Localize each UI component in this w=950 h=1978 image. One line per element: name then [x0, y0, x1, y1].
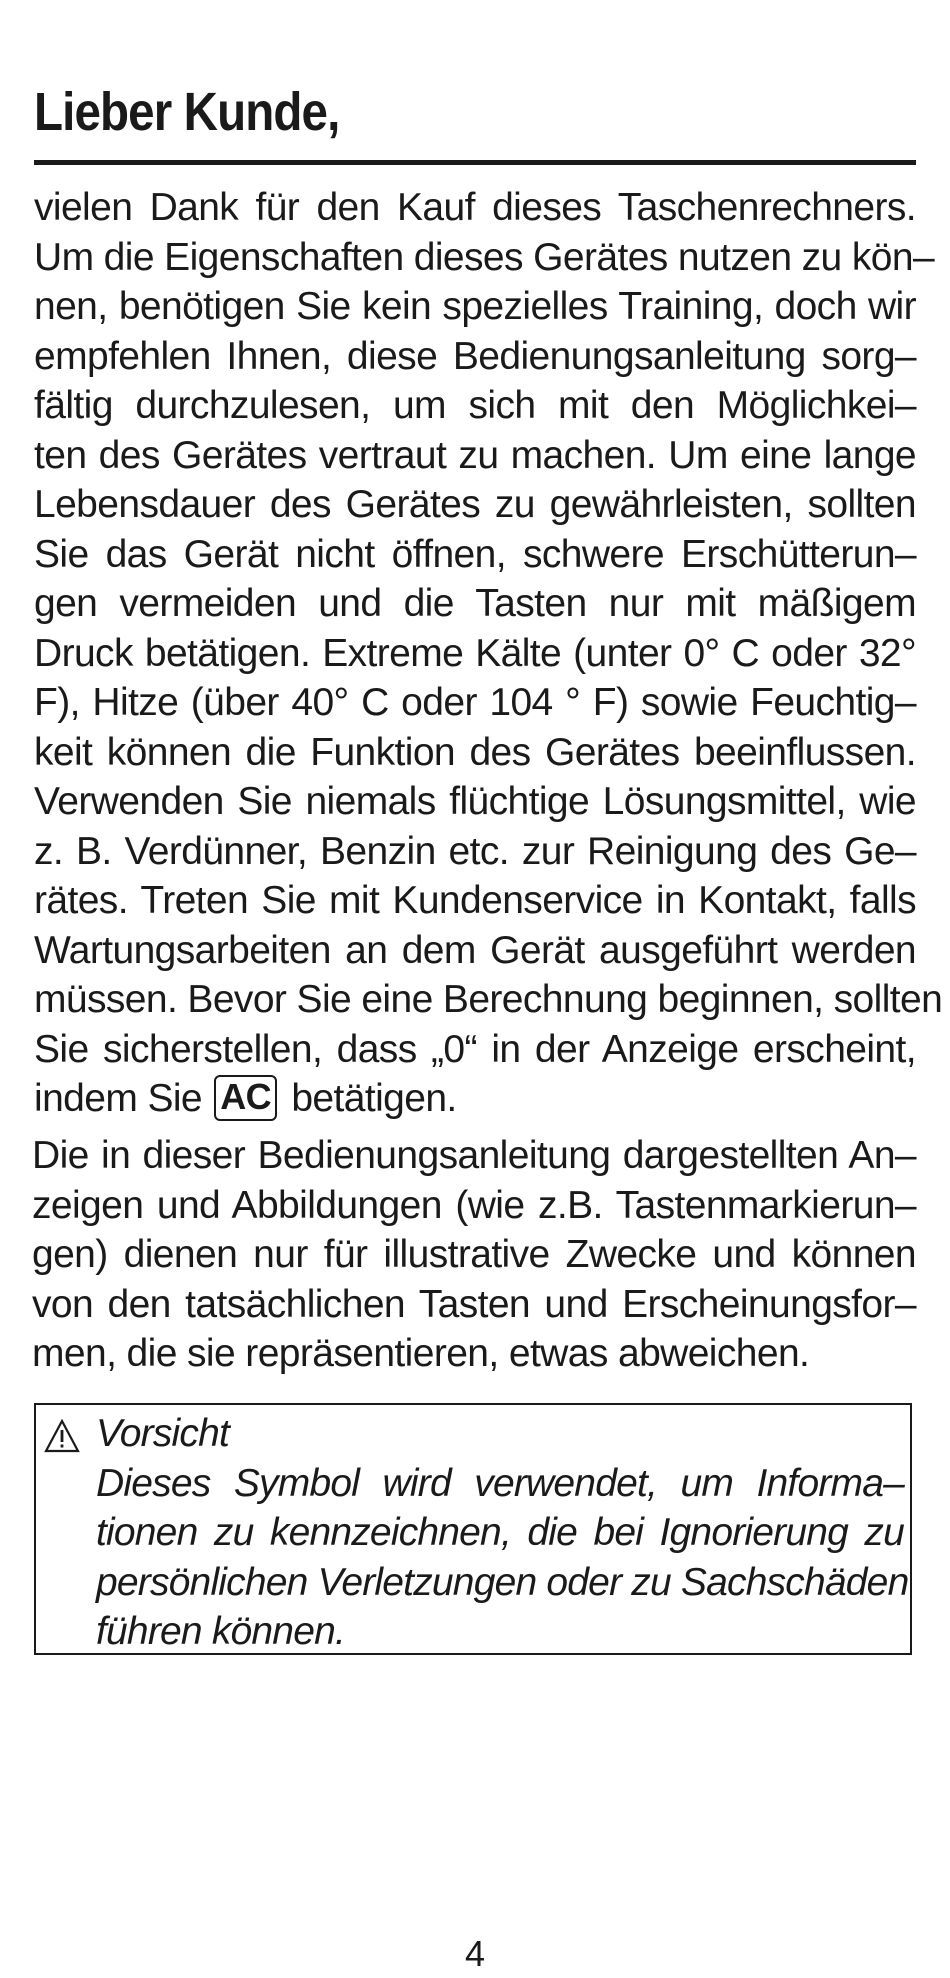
paragraph-line: nen, benötigen Sie kein spezielles Training, doch wir — [34, 285, 916, 328]
paragraph-line: gen) dienen nur für illustrative Zwecke und können — [32, 1233, 916, 1276]
paragraph-line: Druck betätigen. Extreme Kälte (unter 0° C oder 32° — [34, 631, 916, 675]
intro-paragraph — [34, 183, 943, 1124]
warning-triangle-icon — [44, 1419, 80, 1453]
page-title: Lieber Kunde, — [34, 82, 340, 142]
paragraph-line: men, die sie repräsentieren, etwas abweichen. — [32, 1332, 810, 1375]
paragraph-line: Verwenden Sie niemals flüchtige Lösungsmittel, wie — [34, 780, 916, 823]
paragraph-line: müssen. Bevor Sie eine Berechnung beginnen, sollten — [34, 978, 943, 1021]
paragraph-line-with-key — [34, 1074, 916, 1124]
line-text-after-key: betätigen. — [291, 1077, 457, 1120]
paragraph-line: empfehlen Ihnen, diese Bedienungsanleitung sorg– — [34, 334, 916, 378]
paragraph-line: Wartungsarbeiten an dem Gerät ausgeführt werden — [34, 928, 916, 972]
paragraph-line: keit können die Funktion des Gerätes beeinflussen. — [34, 730, 916, 774]
paragraph-line: Sie das Gerät nicht öffnen, schwere Erschütterun– — [34, 532, 916, 576]
caution-box — [34, 1403, 912, 1655]
caution-line: tionen zu kennzeichnen, die bei Ignorierung zu — [96, 1511, 904, 1554]
line-text-before-key: indem Sie — [34, 1077, 203, 1120]
caution-line: persönlichen Verletzungen oder zu Sachschäden — [96, 1560, 909, 1604]
paragraph-line: fältig durchzulesen, um sich mit den Möglichkei– — [34, 384, 916, 427]
illustration-disclaimer-paragraph — [32, 1131, 916, 1379]
paragraph-line: F), Hitze (über 40° C oder 104 ° F) sowie Feuchtig– — [34, 681, 916, 724]
paragraph-line: Die in dieser Bedienungsanleitung dargestellten An– — [32, 1134, 916, 1177]
paragraph-line: zeigen und Abbildungen (wie z.B. Tastenmarkierun– — [32, 1183, 916, 1227]
paragraph-line: z. B. Verdünner, Benzin etc. zur Reinigung des Ge– — [34, 829, 916, 873]
paragraph-line: vielen Dank für den Kauf dieses Taschenrechners. — [34, 186, 916, 229]
paragraph-line: Lebensdauer des Gerätes zu gewährleisten, sollten — [34, 483, 916, 526]
caution-text — [96, 1409, 909, 1657]
page-number: 4 — [464, 1933, 486, 1974]
paragraph-line: gen vermeiden und die Tasten nur mit mäßigem — [34, 582, 916, 625]
caution-line: Dieses Symbol wird verwendet, um Informa– — [96, 1461, 904, 1505]
paragraph-line: von den tatsächlichen Tasten und Erscheinungsfor– — [32, 1282, 916, 1326]
caution-heading: Vorsicht — [96, 1412, 230, 1455]
paragraph-line: Um die Eigenschaften dieses Gerätes nutzen zu kön– — [34, 235, 935, 279]
title-divider — [34, 160, 916, 165]
caution-line: führen können. — [96, 1610, 346, 1653]
paragraph-line: Sie sicherstellen, dass „0“ in der Anzeige erscheint, — [34, 1027, 916, 1071]
ac-key-symbol: AC — [214, 1075, 277, 1121]
paragraph-line: rätes. Treten Sie mit Kundenservice in Kontakt, falls — [34, 879, 916, 922]
paragraph-line: ten des Gerätes vertraut zu machen. Um eine lange — [34, 433, 916, 477]
